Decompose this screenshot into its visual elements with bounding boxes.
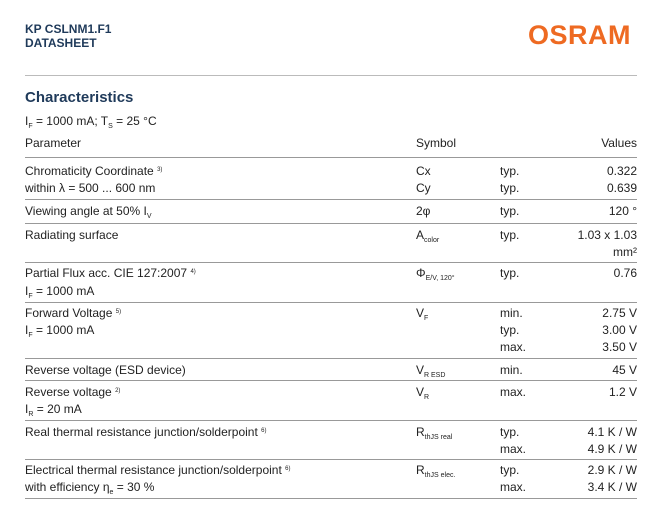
row-divider: [25, 302, 637, 303]
section-title: Characteristics: [25, 89, 134, 106]
column-header-symbol: Symbol: [416, 136, 457, 150]
param-thermal-resistance-electrical: Electrical thermal resistance junction/solderpoint $^{6)}$: [25, 463, 291, 477]
param-reverse-voltage-condition: $I_R = 20$ mA: [25, 402, 82, 418]
param-forward-voltage-condition: $I_F = 1000$ mA: [25, 323, 95, 339]
type-label: typ.: [500, 181, 520, 195]
type-label: typ.: [500, 266, 520, 280]
value-rthjs-elec-typ: 2.9 K / W: [587, 463, 637, 477]
header-divider: [25, 75, 637, 76]
param-thermal-efficiency-condition: with efficiency $\eta_e = 30$ %: [25, 480, 155, 496]
value-vf-typ: 3.00 V: [602, 323, 637, 337]
row-divider: [25, 459, 637, 460]
row-divider: [25, 223, 637, 224]
param-reverse-voltage-esd: Reverse voltage (ESD device): [25, 363, 186, 377]
symbol-cx: Cx: [416, 164, 431, 178]
value-partial-flux: 0.76: [613, 266, 637, 280]
value-vr-esd: 45 V: [612, 363, 637, 377]
param-forward-voltage: Forward Voltage $^{5)}$: [25, 306, 122, 320]
value-rthjs-real-max: 4.9 K / W: [587, 442, 637, 456]
header-row-divider: [25, 157, 637, 158]
row-divider: [25, 262, 637, 263]
symbol-phi: $\Phi_{E/V, 120^\circ}$: [416, 266, 455, 282]
param-partial-flux-condition: $I_F = 1000$ mA: [25, 284, 95, 300]
unit-mm2: mm²: [613, 245, 637, 259]
type-label: max.: [500, 480, 527, 494]
value-viewing-angle: 120 °: [608, 204, 637, 218]
symbol-2phi: 2φ: [416, 204, 431, 218]
type-label: typ.: [500, 164, 520, 178]
type-label: max.: [500, 340, 527, 354]
value-vf-max: 3.50 V: [602, 340, 637, 354]
document-subtitle: DATASHEET: [25, 36, 97, 50]
symbol-rthjs-real: $R_{thJS real}$: [416, 425, 453, 441]
value-rthjs-real-typ: 4.1 K / W: [587, 425, 637, 439]
symbol-a-color: $A_{color}$: [416, 228, 440, 244]
param-radiating-surface: Radiating surface: [25, 228, 119, 242]
row-divider: [25, 498, 637, 499]
symbol-cy: Cy: [416, 181, 431, 195]
symbol-vr: $V_R$: [416, 385, 430, 401]
value-radiating-surface: 1.03 x 1.03: [577, 228, 637, 242]
type-label: max.: [500, 385, 527, 399]
value-rthjs-elec-max: 3.4 K / W: [587, 480, 637, 494]
row-divider: [25, 380, 637, 381]
type-label: typ.: [500, 323, 520, 337]
value-vr: 1.2 V: [608, 385, 637, 399]
param-partial-flux: Partial Flux acc. CIE 127:2007 $^{4)}$: [25, 266, 196, 280]
type-label: max.: [500, 442, 527, 456]
param-chromaticity-condition: within λ = 500 ... 600 nm: [25, 181, 156, 195]
test-conditions: $I_F = 1000$ mA; $T_S = 25$ °C: [25, 114, 157, 130]
param-reverse-voltage: Reverse voltage $^{2)}$: [25, 385, 121, 399]
symbol-vr-esd: $V_{R ESD}$: [416, 363, 446, 379]
type-label: min.: [500, 363, 523, 377]
type-label: typ.: [500, 425, 520, 439]
type-label: min.: [500, 306, 523, 320]
column-header-values: Values: [601, 136, 637, 150]
document-title: KP CSLNM1.F1: [25, 22, 112, 36]
value-cx: 0.322: [606, 164, 637, 178]
symbol-rthjs-elec: $R_{thJS elec.}$: [416, 463, 456, 479]
type-label: typ.: [500, 204, 520, 218]
column-header-parameter: Parameter: [25, 136, 82, 150]
type-label: typ.: [500, 228, 520, 242]
param-chromaticity: Chromaticity Coordinate $^{3)}$: [25, 164, 163, 178]
row-divider: [25, 420, 637, 421]
type-label: typ.: [500, 463, 520, 477]
row-divider: [25, 199, 637, 200]
osram-logo: OSRAM: [528, 20, 631, 50]
symbol-vf: $V_F$: [416, 306, 429, 322]
value-cy: 0.639: [606, 181, 637, 195]
value-vf-min: 2.75 V: [602, 306, 637, 320]
param-thermal-resistance-real: Real thermal resistance junction/solderpoint $^{6)}$: [25, 425, 267, 439]
param-viewing-angle: Viewing angle at 50% $I_V$: [25, 204, 152, 220]
row-divider: [25, 358, 637, 359]
